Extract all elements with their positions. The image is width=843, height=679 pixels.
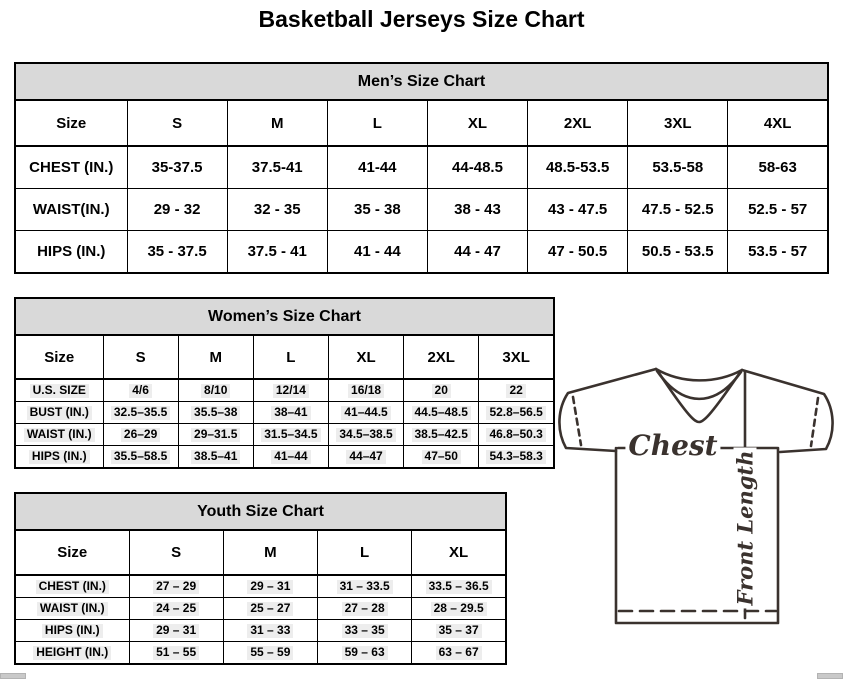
col-header: XL	[412, 530, 506, 575]
col-header: S	[129, 530, 223, 575]
size-value: 38.5–42.5	[404, 424, 479, 446]
size-value: 48.5-53.5	[528, 146, 628, 189]
size-value: 58-63	[728, 146, 828, 189]
size-value: 38.5–41	[178, 446, 253, 469]
size-value: 52.5 - 57	[728, 189, 828, 231]
row-label: CHEST (IN.)	[15, 146, 127, 189]
col-header: L	[318, 530, 412, 575]
size-value: 28 – 29.5	[412, 598, 506, 620]
size-value: 20	[404, 379, 479, 402]
row-label-text: U.S. SIZE	[30, 384, 89, 398]
size-value: 55 – 59	[223, 642, 317, 665]
col-header: S	[127, 100, 227, 146]
col-header: 4XL	[728, 100, 828, 146]
row-label-text: BUST (IN.)	[27, 406, 92, 420]
col-header: XL	[328, 335, 403, 379]
jersey-diagram-icon	[556, 360, 842, 632]
col-header: M	[223, 530, 317, 575]
size-value: 35 - 37.5	[127, 231, 227, 274]
col-header: M	[227, 100, 327, 146]
size-value: 34.5–38.5	[328, 424, 403, 446]
size-value: 4/6	[103, 379, 178, 402]
row-label-text: CHEST (IN.)	[36, 580, 109, 594]
row-label-text: HIPS (IN.)	[42, 624, 103, 638]
size-value: 53.5 - 57	[728, 231, 828, 274]
row-label	[15, 402, 103, 424]
womens-table-title: Women’s Size Chart	[15, 298, 554, 335]
col-header: S	[103, 335, 178, 379]
col-header: 2XL	[404, 335, 479, 379]
jersey-measurement-diagram	[556, 360, 842, 632]
size-value: 54.3–58.3	[479, 446, 554, 469]
size-value: 31.5–34.5	[253, 424, 328, 446]
size-value: 41–44.5	[328, 402, 403, 424]
size-value: 26–29	[103, 424, 178, 446]
size-value: 29 – 31	[129, 620, 223, 642]
col-header-size: Size	[15, 100, 127, 146]
row-label	[15, 575, 129, 598]
size-value: 25 – 27	[223, 598, 317, 620]
size-value: 35.5–58.5	[103, 446, 178, 469]
size-value: 33 – 35	[318, 620, 412, 642]
size-value: 22	[479, 379, 554, 402]
size-value: 38 - 43	[427, 189, 527, 231]
row-label: WAIST(IN.)	[15, 189, 127, 231]
size-value: 44-48.5	[427, 146, 527, 189]
size-value: 27 – 28	[318, 598, 412, 620]
col-header: XL	[427, 100, 527, 146]
size-value: 44.5–48.5	[404, 402, 479, 424]
size-value: 41 - 44	[327, 231, 427, 274]
size-value: 52.8–56.5	[479, 402, 554, 424]
size-value: 53.5-58	[628, 146, 728, 189]
cuff-dashed-line-right	[811, 398, 818, 446]
row-label	[15, 379, 103, 402]
size-value: 29 - 32	[127, 189, 227, 231]
size-value: 46.8–50.3	[479, 424, 554, 446]
size-value: 16/18	[328, 379, 403, 402]
col-header: L	[253, 335, 328, 379]
page-title: Basketball Jerseys Size Chart	[258, 6, 585, 32]
womens-size-chart-table	[14, 297, 555, 469]
size-value: 32 - 35	[227, 189, 327, 231]
row-label-text: WAIST (IN.)	[24, 428, 95, 442]
size-value: 44–47	[328, 446, 403, 469]
row-label	[15, 446, 103, 469]
mens-table-title: Men’s Size Chart	[15, 63, 828, 100]
size-value: 47 - 50.5	[528, 231, 628, 274]
size-value: 32.5–35.5	[103, 402, 178, 424]
row-label: HIPS (IN.)	[15, 231, 127, 274]
size-value: 35.5–38	[178, 402, 253, 424]
mens-size-chart-table	[14, 62, 829, 274]
col-header: L	[327, 100, 427, 146]
row-label	[15, 598, 129, 620]
youth-table-title: Youth Size Chart	[15, 493, 506, 530]
size-value: 29 – 31	[223, 575, 317, 598]
size-value: 43 - 47.5	[528, 189, 628, 231]
size-value: 51 – 55	[129, 642, 223, 665]
size-value: 44 - 47	[427, 231, 527, 274]
size-value: 41–44	[253, 446, 328, 469]
youth-size-chart-section	[14, 492, 507, 665]
col-header: 3XL	[479, 335, 554, 379]
size-value: 41-44	[327, 146, 427, 189]
row-label	[15, 642, 129, 665]
size-value: 33.5 – 36.5	[412, 575, 506, 598]
size-value: 63 – 67	[412, 642, 506, 665]
size-value: 35-37.5	[127, 146, 227, 189]
youth-size-chart-table	[14, 492, 507, 665]
front-length-label: Front Length	[734, 448, 757, 609]
size-value: 35 - 38	[327, 189, 427, 231]
size-value: 29–31.5	[178, 424, 253, 446]
size-value: 37.5 - 41	[227, 231, 327, 274]
size-value: 38–41	[253, 402, 328, 424]
womens-size-chart-section	[14, 297, 555, 469]
col-header: 2XL	[528, 100, 628, 146]
row-label-text: HEIGHT (IN.)	[33, 646, 111, 660]
size-value: 24 – 25	[129, 598, 223, 620]
size-value: 31 – 33.5	[318, 575, 412, 598]
row-label	[15, 620, 129, 642]
row-label	[15, 424, 103, 446]
chest-label: Chest	[625, 431, 720, 461]
jersey-right-sleeve	[742, 370, 833, 452]
row-label-text: HIPS (IN.)	[29, 450, 90, 464]
size-value: 47–50	[404, 446, 479, 469]
jersey-collar-back	[656, 369, 742, 380]
mens-size-chart-section	[14, 62, 829, 274]
cuff-dashed-line-left	[573, 397, 581, 445]
size-value: 59 – 63	[318, 642, 412, 665]
size-value: 35 – 37	[412, 620, 506, 642]
size-value: 12/14	[253, 379, 328, 402]
size-value: 47.5 - 52.5	[628, 189, 728, 231]
size-value: 31 – 33	[223, 620, 317, 642]
horizontal-scrollbar-fragment-left[interactable]	[0, 673, 26, 679]
horizontal-scrollbar-fragment-right[interactable]	[817, 673, 843, 679]
col-header: M	[178, 335, 253, 379]
size-value: 8/10	[178, 379, 253, 402]
col-header-size: Size	[15, 335, 103, 379]
col-header-size: Size	[15, 530, 129, 575]
size-value: 50.5 - 53.5	[628, 231, 728, 274]
row-label-text: WAIST (IN.)	[37, 602, 108, 616]
col-header: 3XL	[628, 100, 728, 146]
size-value: 27 – 29	[129, 575, 223, 598]
size-value: 37.5-41	[227, 146, 327, 189]
